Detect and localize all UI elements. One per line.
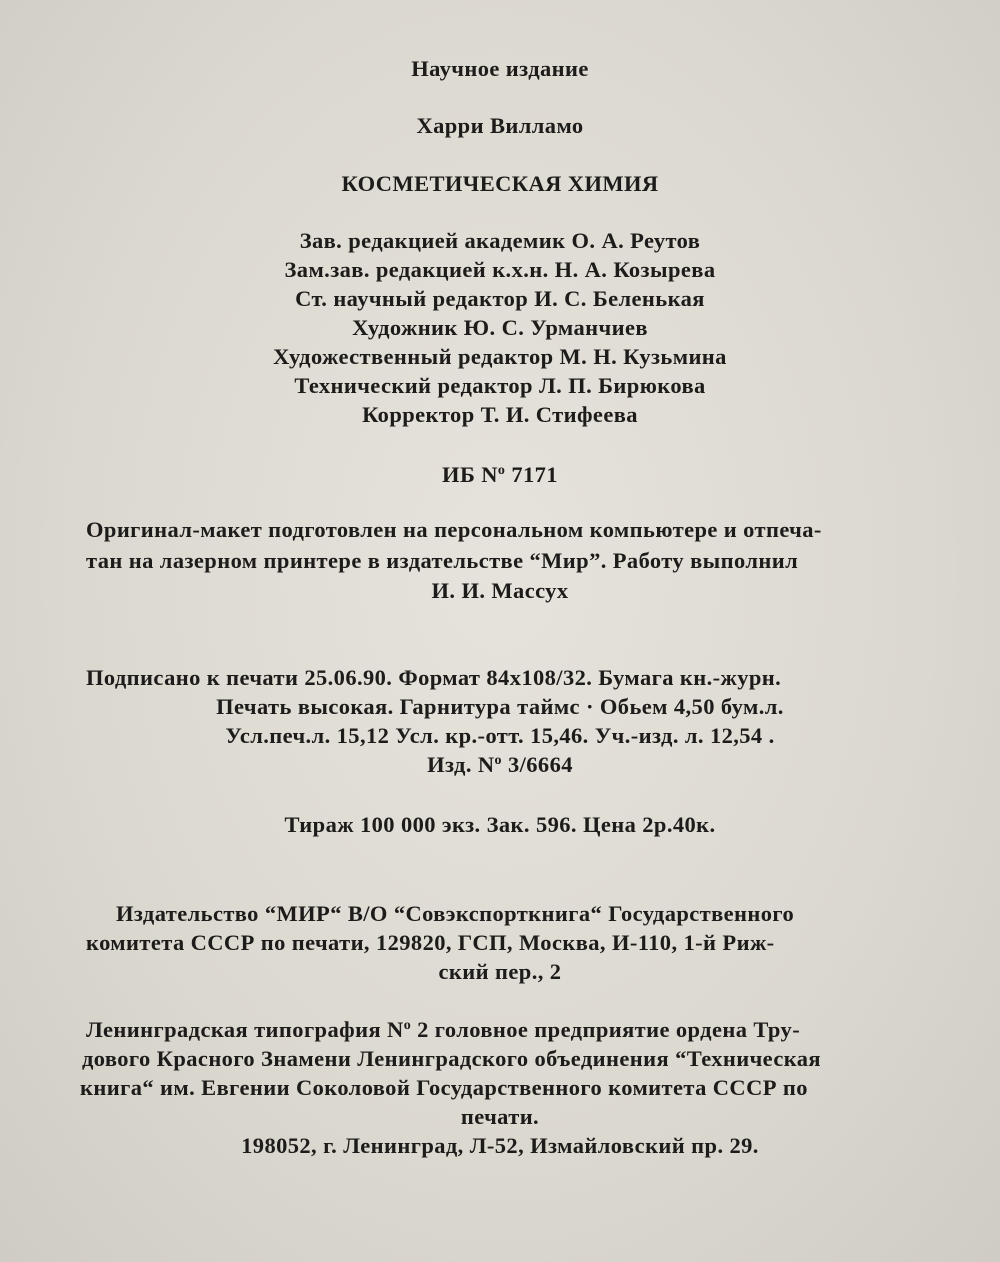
staff-line: Художественный редактор М. Н. Кузьмина	[273, 344, 727, 369]
print-info-line: Усл.печ.л. 15,12 Усл. кр.-отт. 15,46. Уч.-изд. л. 12,54 .	[225, 723, 775, 748]
staff-line: Технический редактор Л. П. Бирюкова	[294, 373, 706, 398]
book-title: КОСМЕТИЧЕСКАЯ ХИМИЯ	[341, 171, 659, 196]
printer-line: Ленинградская типография $N^o$ 2 головное предприятие ордена Тру-	[86, 1017, 801, 1042]
layout-note-line: Оригинал-макет подготовлен на персональном компьютере и отпеча-	[86, 517, 822, 542]
publisher-line: ский пер., 2	[438, 959, 562, 984]
printer-address: 198052, г. Ленинград, Л-52, Измайловский пр. 29.	[241, 1133, 759, 1158]
staff-line: Зам.зав. редакцией к.х.н. Н. А. Козырева	[284, 257, 716, 282]
staff-line: Корректор Т. И. Стифеева	[362, 402, 638, 427]
staff-line: Зав. редакцией академик О. А. Реутов	[299, 228, 701, 253]
ib-number: ИБ $N^o$ 7171	[442, 462, 558, 487]
print-run: Тираж 100 000 экз. Зак. 596. Цена 2р.40к.	[284, 812, 716, 837]
printer-line: печати.	[460, 1104, 540, 1129]
printer-line: книга“ им. Евгении Соколовой Государственного комитета СССР по	[80, 1075, 808, 1100]
staff-line: Художник Ю. С. Урманчиев	[352, 315, 648, 340]
layout-note-line: И. И. Массух	[431, 578, 569, 603]
staff-line: Ст. научный редактор И. С. Беленькая	[295, 286, 705, 311]
layout-note-line: тан на лазерном принтере в издательстве “Мир”. Работу выполнил	[86, 548, 799, 573]
izd-number: Изд. $N^o$ 3/6664	[427, 752, 573, 777]
edition-type: Научное издание	[411, 56, 589, 81]
printer-line: дового Красного Знамени Ленинградского объединения “Техническая	[82, 1046, 821, 1071]
print-info-line: Печать высокая. Гарнитура таймс · Обьем 4,50 бум.л.	[216, 694, 784, 719]
author-name: Харри Вилламо	[416, 113, 584, 138]
publisher-line: Издательство “МИР“ В/О “Совэкспорткнига“ Государственного	[116, 901, 795, 926]
print-info-line: Подписано к печати 25.06.90. Формат 84x108/32. Бумага кн.-журн.	[86, 665, 782, 690]
publisher-line: комитета СССР по печати, 129820, ГСП, Москва, И-110, 1-й Риж-	[86, 930, 775, 955]
